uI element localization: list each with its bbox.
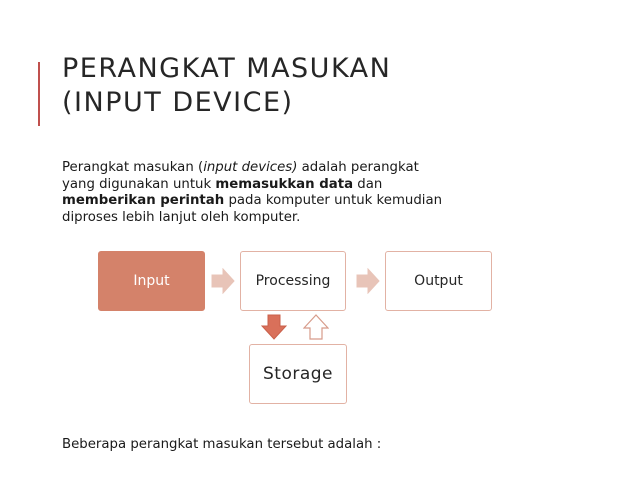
title-accent-bar [38, 62, 40, 126]
storage-box-label: Storage [262, 364, 333, 384]
input-box-label: Input [133, 273, 170, 289]
paragraph-text: diproses lebih lanjut oleh komputer. [62, 209, 301, 225]
arrow-right-icon [356, 268, 380, 294]
paragraph-bold: memasukkan data [215, 176, 354, 192]
slide-title [62, 52, 391, 120]
paragraph-text: yang digunakan untuk [62, 176, 216, 192]
arrow-right-icon [211, 268, 235, 294]
body-paragraph [62, 160, 562, 226]
arrow-up-icon [303, 314, 329, 340]
paragraph-text: dan [353, 176, 383, 192]
paragraph-line-4 [62, 210, 562, 227]
paragraph-italic: input devices) [203, 160, 298, 175]
paragraph-line-3 [62, 193, 562, 210]
paragraph-line-1 [62, 160, 562, 177]
title-line-2: (INPUT DEVICE) [62, 87, 294, 118]
paragraph-bold: memberikan perintah [62, 193, 225, 208]
title-line-1: PERANGKAT MASUKAN [62, 53, 392, 84]
input-box [98, 251, 205, 311]
paragraph-line-2 [62, 177, 562, 194]
paragraph-text: Perangkat masukan ( [62, 160, 204, 175]
processing-box-label: Processing [255, 273, 331, 289]
arrow-down-icon [261, 314, 287, 340]
footer-text: Beberapa perangkat masukan tersebut adalah : [62, 437, 382, 452]
output-box-label: Output [414, 273, 463, 289]
output-box [385, 251, 492, 311]
storage-box [249, 344, 347, 404]
paragraph-text: pada komputer untuk kemudian [224, 193, 443, 208]
paragraph-text: adalah perangkat [297, 160, 419, 175]
processing-box [240, 251, 346, 311]
